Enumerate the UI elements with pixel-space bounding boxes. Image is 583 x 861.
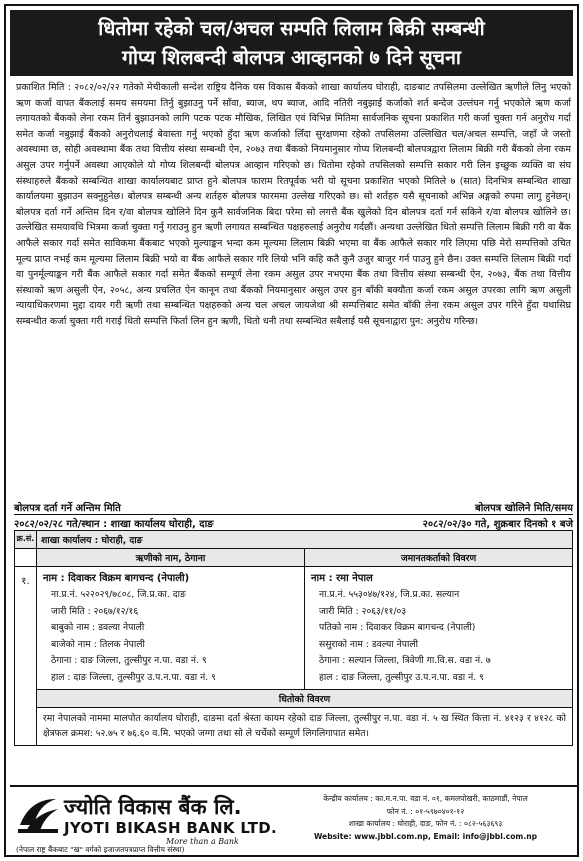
- license-note: (नेपाल राष्ट्र बैंकबाट "ख" वर्गको इजाजतपत्रप्राप्त वित्तीय संस्था): [16, 845, 185, 854]
- borrower-line: बाबुको नाम : डवल्या नेपाली: [51, 622, 145, 633]
- divider: [14, 514, 573, 515]
- contact-info: [278, 793, 573, 843]
- borrower-line: ठेगाना : दाङ जिल्ला, तुल्सीपुर न.पा. वडा नं. ९: [51, 655, 207, 666]
- registration-deadline-value: २०८२/०२/२८ गते/स्थान : शाखा कार्यालय घोराही, दाङ: [14, 519, 214, 530]
- head-office-address: केन्द्रीय कार्यालय : का.म.न.पा. वडा नं. ०१, कमलपोखरी, काठमाडौं, नेपाल: [323, 794, 528, 803]
- notice-paragraph: प्रकाशित मिति : २०८२/०२/२२ गतेको मेचीकाली सन्देश राष्ट्रिय दैनिक यस विकास बैंकको शाखा कार्यालय घोराही, दाङबाट तपसिलमा उल्लेखित ऋणीले लिनु भएको ऋण कर्जा वापत बैंकलाई समय समयमा तिर्नु बुझाउनु पर्ने साँवा, ब्याज, थप ब्याज, आदि नतिरी नबुझाई कर्जाको शर्त बन्देज उल्लंघन गर्नु भएकोले ऋण कर्जा लगायतको बैंकको लेना रकम तिर्न बुझाउनको लागि पटक पटक मौखिक, लिखित एवं विभिन्न मितिमा सार्वजनिक सूचना प्रकाशित गरी कर्जा चुक्ता गर्न अनुरोध गर्दा समेत कर्जा नबुझाई बैंकको अनुरोधलाई बेवास्ता गर्नु भएको हुँदा ऋण कर्जाको लिँदा सुरक्षणमा रहेको तपसिलमा उल्लिखित चल/अचल सम्पत्ति, जहाँ जे जस्तो अवस्थामा छ, सोही अवस्थामा बैंक तथा वित्तीय संस्था सम्बन्धी ऐन, २०७३ तथा बैंकको नियमानुसार गोप्य शिलबन्दी बोलपत्रद्वारा लिलाम बिक्री गरी बैंकको लेना रकम असुल उपर गर्नुपर्ने अवस्था आएकोले यो गोप्य शिलबन्दी बोलपत्र आव्हान गरिएको छ। धितोमा रहेको तपसिलको सम्पत्ति सकार गरी लिन इच्छुक व्यक्ति वा संघ संस्थाहरुले बैंकको सम्बन्धित शाखा कार्यालयबाट प्राप्त हुने बोलपत्र फाराम रितपूर्वक भरी यो सूचना प्रकाशित भएको मितिले ७ (सात) दिनभित्र सम्बन्धित शाखा कार्यालयमा बुझाउन सक्नुहुनेछ। बोलपत्र सम्बन्धी अन्य शर्तहरु बोलपत्र फारममा उल्लेख गरिएको छ। सो शर्तहरु यसै सूचनाको अभिन्न अङ्गको रुपमा लागु हुनेछन्। बोलपत्र दर्ता गर्ने अन्तिम दिन र/वा बोलपत्र खोलिने दिन कुनै सार्वजनिक बिदा परेमा सो लगत्तै बैंक खुलेको दिन बोलपत्र दर्ता गर्न सकिने र/वा बोलपत्र खोलिने छ। उल्लेखित समयावधि भित्रमा कर्जा चुक्ता गर्नु गराउनु हुन ऋणी लगायत सम्बन्धित पक्षहरुलाई अनुरोध गर्दछौं। अन्यथा उल्लेखित धितो सम्पत्ति लिलाम बिक्री गरी वा बैंक आफैले सकार गर्दा समेत साविकमा बैंकबाट भएको मुल्याङ्कन भन्दा कम मूल्यमा लिलाम बिक्री भएमा वा बैंक आफैले सकार गरि लिएमा पछि मेरो सम्पत्तिको उचित मूल्य प्राप्त नभई कम मूल्यमा लिलाम बिक्री भयो वा बैंक आफैले सकार गरि लियो भनि कहि कतै कुनै उजुर बाजुर गर्न पाउनु हुने छैन। उक्त सम्पत्ति लिलाम बिक्री गर्दा वा पुनर्मूल्याङ्कन गरी बैंक आफैले सकार गर्दा समेत बैंकको सम्पूर्ण लेना रकम असुल उपर नभएमा बैंक तथा वित्तीय संस्था सम्बन्धी ऐन, २०७३, बैंक तथा वित्तीय संस्थाको ऋण असुली ऐन, २०५८, अन्य प्रचलित ऐन कानून तथा बैंकको नियमानुसार असुल उपर हुन बाँकी बक्यौता कर्जा रकम असुल उपरका लागि ऋण असुली न्यायाधिकरणमा मुद्दा दायर गरी ऋणी तथा सम्बन्धित पक्षहरुको अन्य चल अचल जायजेथा श्री सम्पत्तिबाट समेत बाँकी लेना रकम असुल उपर गरिने हुँदा यथासिघ्र सम्बन्धीत कर्जा चुक्ता गरी गराई धितो सम्पत्ति फिर्ता लिन हुन ऋणी, धितो धनी तथा सम्बन्धित सबैलाई यसै सूचनाद्वारा पुन: अनुरोध गरिन्छ।: [16, 82, 571, 327]
- table-header-row: [15, 531, 573, 549]
- notice-frame: [4, 4, 579, 857]
- guarantor-header: जमानतकर्ताको विवरण: [305, 549, 573, 567]
- borrower-details: [37, 567, 305, 690]
- title-line-1: धितोमा रहेको चल/अचल सम्पति लिलाम बिक्री सम्बन्धी: [98, 17, 485, 40]
- notice-body: [16, 80, 571, 330]
- guarantor-line: जारी मिति : २०६३/११/०३: [319, 605, 407, 617]
- collateral-header: धितोको विवरण: [37, 690, 573, 708]
- sn-header: क्र.सं.: [15, 531, 37, 549]
- head-office-phone: फोन नं. : ०१-५९७०४०१-१२: [386, 806, 465, 816]
- guarantor-line: ससुराको नाम : डवल्या नेपाली: [319, 638, 418, 650]
- notice-title-banner: [10, 10, 573, 76]
- collateral-header-row: [15, 690, 573, 708]
- registration-deadline-label: बोलपत्र दर्ता गर्ने अन्तिम मिति: [14, 503, 121, 514]
- borrower-header: ऋणीको नाम, ठेगाना: [37, 549, 305, 567]
- opening-date-value: २०८२/०२/३० गते, शुक्रबार दिनको १ बजे: [422, 519, 573, 530]
- branch-header: शाखा कार्यालय : घोराही, दाङ: [37, 531, 573, 549]
- guarantor-details: [305, 567, 573, 690]
- borrower-line: बाजेको नाम : तिलक नेपाली: [51, 638, 145, 650]
- title-line-2: गोप्य शिलबन्दी बोलपत्र आव्हानको ७ दिने सूचना: [122, 46, 461, 69]
- bank-name-nepali: ज्योति विकास बैंक लि.: [64, 795, 242, 819]
- table-subheader-row: [15, 549, 573, 567]
- guarantor-line: ना.प्र.नं. ५५३०४७/१२४, जि.प्र.का. सल्यान: [319, 589, 460, 600]
- branch-office-info: शाखा कार्यालय : घोराही, दाङ, फोन नं. : ०८२-५६३६९३: [348, 819, 503, 829]
- guarantor-line: हाल : दाङ जिल्ला, तुल्सीपुर उ.प.न.पा. वडा नं. ९: [319, 671, 484, 683]
- serial-number: १.: [15, 567, 37, 746]
- guarantor-name: नाम : रमा नेपाल: [311, 573, 373, 584]
- website-email: Website: www.jbbl.com.np, Email: info@jbbl.com.np: [313, 831, 538, 841]
- bank-emblem-icon: [16, 795, 60, 835]
- opening-date-label: बोलपत्र खोलिने मिति/समय: [475, 503, 573, 514]
- borrower-line: हाल : दाङ जिल्ला, तुल्सीपुर उ.प.न.पा. वडा नं. ९: [51, 671, 216, 683]
- borrower-name: नाम : दिवाकर विक्रम बागचन्द (नेपाली): [43, 573, 190, 584]
- bank-logo: [16, 793, 278, 851]
- collateral-row: [15, 708, 573, 746]
- guarantor-line: ठेगाना : सल्यान जिल्ला, त्रिवेणी गा.वि.स. वडा नं. ७: [319, 655, 491, 666]
- borrower-line: ना.प्र.नं. ५२२०२९/७८०८, जि.प्र.का. दाङ: [51, 589, 186, 600]
- table-row: [15, 567, 573, 690]
- auction-details-table: [14, 530, 573, 746]
- bank-name-english: JYOTI BIKASH BANK LTD.: [64, 819, 278, 837]
- guarantor-line: पतिको नाम : दिवाकर विक्रम बागचन्द (नेपाली): [319, 622, 476, 633]
- borrower-line: जारी मिति : २०६७/१२/१६: [51, 605, 139, 617]
- collateral-description: रमा नेपालको नाममा मालपोत कार्यालय घोराही, दाङमा दर्ता श्रेस्ता कायम रहेको दाङ जिल्ला, तुल्सीपुर न.पा. वडा नं. ५ ख स्थित कित्ता नं. ४१२३ र ४१२८ को क्षेत्रफल क्रमश: ५२.७५ र ७६.६० व.मि. भएको जग्गा तथा सो ले चर्चेको सम्पूर्ण लिगलिगापात समेत।: [37, 708, 573, 746]
- bank-tagline: More than a Bank: [166, 837, 239, 846]
- bank-footer: [10, 785, 577, 857]
